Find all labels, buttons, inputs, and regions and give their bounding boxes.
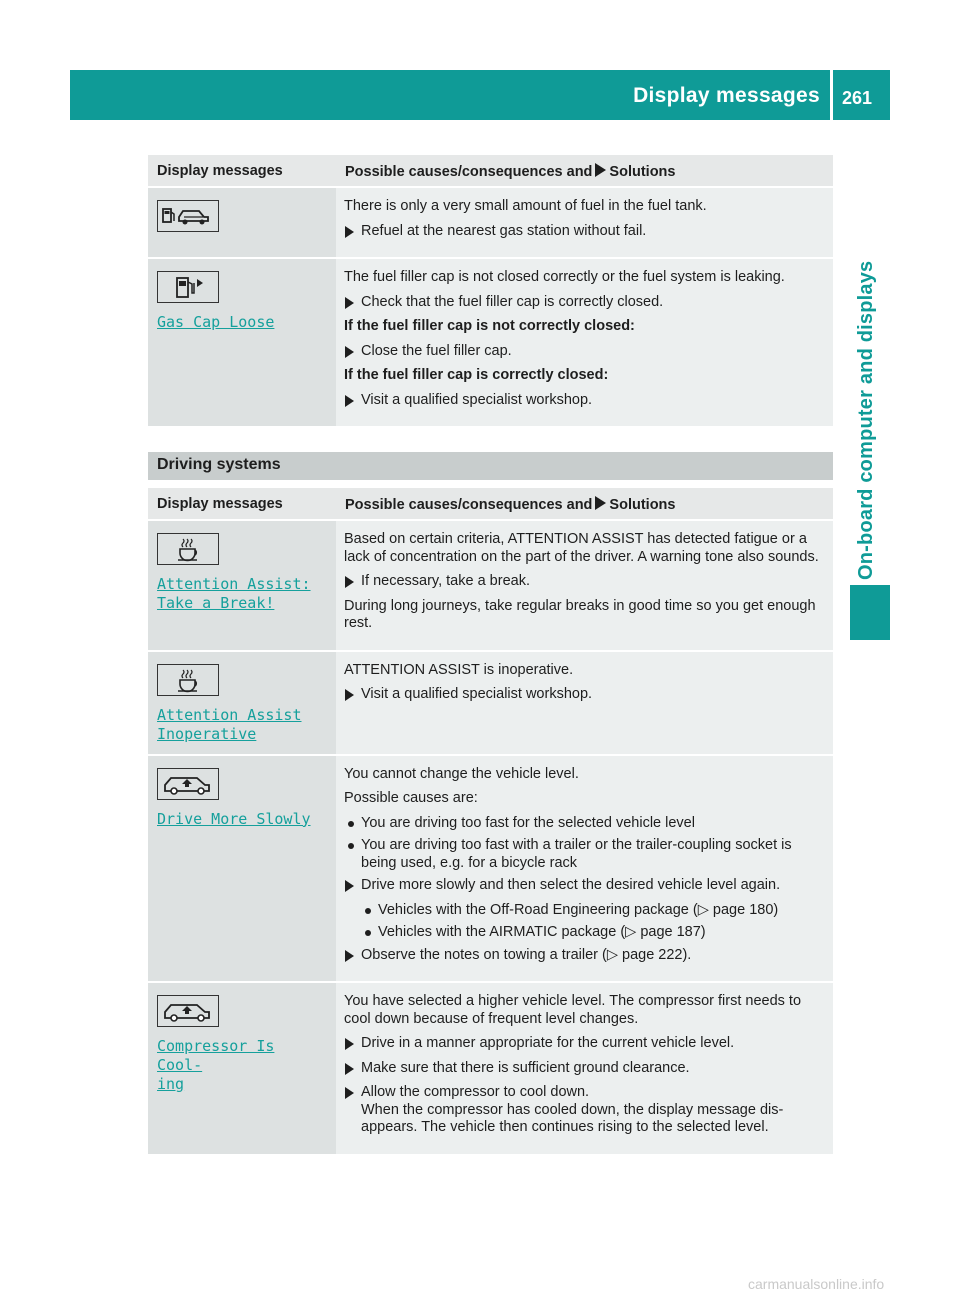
solution-step: Visit a qualified specialist workshop.	[344, 392, 827, 410]
causes-solutions-cell	[336, 520, 833, 651]
display-message-cell	[148, 651, 336, 755]
table-row	[148, 258, 833, 426]
cause-bullet: Vehicles with the Off-Road Engineering package (▷ page 180)	[344, 902, 827, 920]
solution-step: Refuel at the nearest gas station without fail.	[344, 223, 827, 241]
coffee-cup-icon	[157, 533, 219, 565]
table-row	[148, 187, 833, 258]
header-separator	[830, 70, 833, 120]
solution-step: Close the fuel filler cap.	[344, 343, 827, 361]
table-row	[148, 755, 833, 983]
col-header-causes: Possible causes/consequences and Solutions	[336, 155, 833, 187]
description-text: Possible causes are:	[344, 790, 478, 806]
causes-solutions-cell	[336, 982, 833, 1154]
table-row	[148, 651, 833, 755]
solution-step: Visit a qualified specialist workshop.	[344, 686, 827, 704]
causes-solutions-cell	[336, 187, 833, 258]
display-message-text: Gas Cap Loose	[157, 313, 275, 331]
page-title: Display messages	[633, 84, 820, 107]
solution-step: Drive in a manner appropriate for the current vehicle level.	[344, 1035, 827, 1053]
col-header-display-messages: Display messages	[148, 155, 336, 187]
condition-heading: If the fuel filler cap is correctly closed:	[344, 367, 609, 383]
display-message-text: Attention Assist Inoperative	[157, 705, 302, 743]
description-text: The fuel filler cap is not closed correctly or the fuel system is leaking.	[344, 269, 785, 285]
driving-systems-table	[148, 488, 833, 1154]
solution-step: Observe the notes on towing a trailer (▷ page 222).	[344, 947, 827, 965]
display-message-cell	[148, 258, 336, 426]
fuel-pump-icon	[157, 271, 219, 303]
display-message-cell	[148, 982, 336, 1154]
cause-bullet: You are driving too fast with a trailer or the trailer-coupling socket is being used, e.g. for a bicycle rack	[344, 837, 827, 872]
description-text: During long journeys, take regular breaks in good time so you get enough rest.	[344, 597, 816, 631]
vehicle-level-icon	[157, 768, 219, 800]
cause-bullet: You are driving too fast for the selected vehicle level	[344, 815, 827, 833]
description-text: There is only a very small amount of fuel in the fuel tank.	[344, 198, 707, 214]
condition-heading: If the fuel filler cap is not correctly closed:	[344, 318, 635, 334]
display-message-cell	[148, 755, 336, 983]
watermark: carmanualsonline.info	[748, 1276, 885, 1292]
description-text: Based on certain criteria, ATTENTION ASSIST has detected fatigue or a lack of concentration on the part of the driver. A warning tone also sounds.	[344, 531, 819, 565]
table-row	[148, 982, 833, 1154]
col-header-causes: Possible causes/consequences and Solutions	[336, 488, 833, 520]
solution-step: If necessary, take a break.	[344, 573, 827, 591]
display-message-text: Attention Assist: Take a Break!	[157, 575, 311, 612]
vehicle-level-icon	[157, 995, 219, 1027]
solution-arrow-icon	[595, 163, 606, 177]
description-text: You cannot change the vehicle level.	[344, 765, 579, 782]
fuel-reserve-car-icon	[157, 200, 219, 232]
solution-step: Make sure that there is sufficient ground clearance.	[344, 1060, 827, 1078]
solution-arrow-icon	[595, 496, 606, 510]
side-chapter-label: On-board computer and displays	[855, 260, 877, 580]
solution-step: Check that the fuel filler cap is correctly closed.	[344, 294, 827, 312]
causes-solutions-cell	[336, 651, 833, 755]
display-message-text: Drive More Slowly	[157, 809, 311, 828]
description-text: You have selected a higher vehicle level. The compressor first needs to cool down because of frequent level changes.	[344, 993, 802, 1027]
coffee-cup-icon	[157, 664, 219, 696]
fuel-messages-table	[148, 155, 833, 426]
side-chapter-block	[850, 585, 890, 640]
display-message-cell	[148, 187, 336, 258]
display-message-text: Compressor Is Cool‐ ing	[157, 1037, 275, 1093]
causes-solutions-cell	[336, 755, 833, 983]
section-title-driving-systems: Driving systems	[148, 452, 833, 480]
cause-bullet: Vehicles with the AIRMATIC package (▷ page 187)	[344, 924, 827, 942]
causes-solutions-cell	[336, 258, 833, 426]
page-number: 261	[842, 88, 873, 108]
solution-step: Allow the compressor to cool down. When the compressor has cooled down, the display message dis‐ appears. The vehicle then continues rising to the selected level.	[344, 1084, 827, 1137]
solution-step: Drive more slowly and then select the desired vehicle level again.	[344, 877, 827, 895]
col-header-display-messages: Display messages	[148, 488, 336, 520]
table-row	[148, 520, 833, 651]
display-message-cell	[148, 520, 336, 651]
description-text: ATTENTION ASSIST is inoperative.	[344, 661, 574, 678]
